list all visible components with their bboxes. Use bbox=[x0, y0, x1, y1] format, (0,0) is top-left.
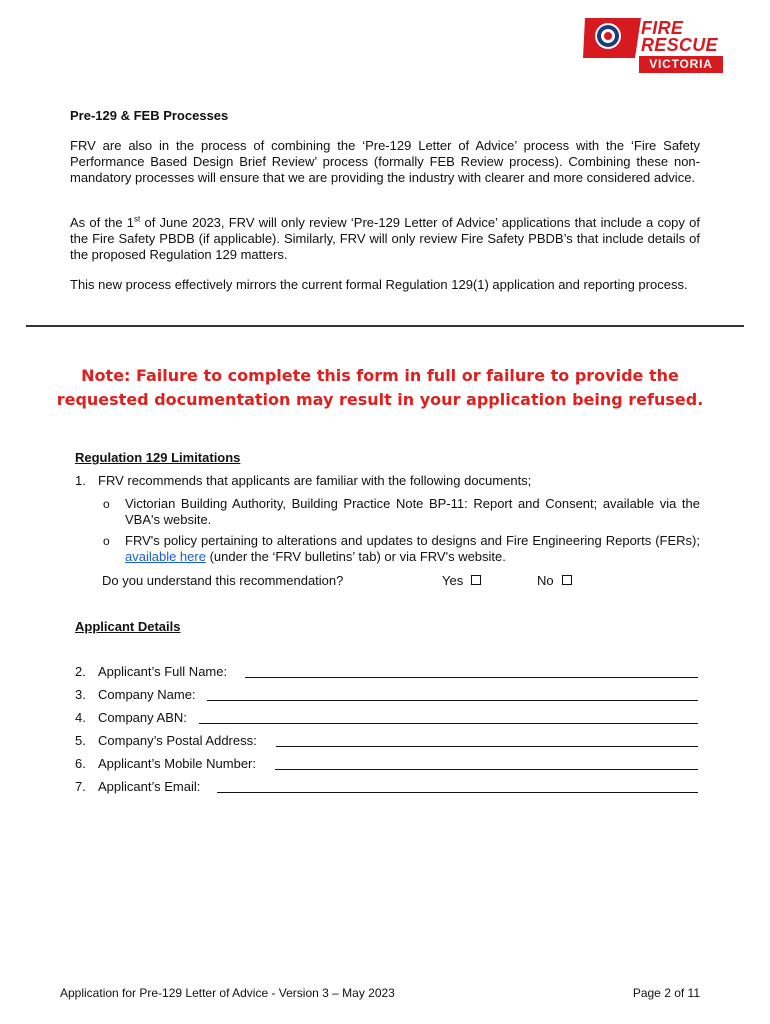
full-name-input-line[interactable] bbox=[245, 677, 698, 678]
paragraph-june-2023-start: As of the 1 bbox=[70, 215, 135, 230]
field-label: Company ABN: bbox=[98, 710, 187, 725]
applicant-mobile-field[interactable] bbox=[75, 756, 700, 772]
warning-note-line2: requested documentation may result in your application being refused. bbox=[56, 390, 704, 409]
field-number: 6. bbox=[75, 756, 86, 771]
field-label: Applicant’s Email: bbox=[98, 779, 201, 794]
field-number: 7. bbox=[75, 779, 86, 794]
list-number-1: 1. bbox=[75, 473, 86, 488]
bullet-marker: o bbox=[103, 497, 110, 511]
logo-text-fire: FIRE bbox=[641, 18, 684, 38]
mobile-number-input-line[interactable] bbox=[275, 769, 698, 770]
understand-question: Do you understand this recommendation? bbox=[102, 573, 344, 588]
company-abn-input-line[interactable] bbox=[199, 723, 698, 724]
yes-option[interactable] bbox=[442, 573, 481, 588]
horizontal-divider bbox=[26, 325, 744, 327]
bullet-item-frv-policy-start: FRV's policy pertaining to alterations and updates to designs and Fire Engineering Reports (FERs); bbox=[125, 533, 700, 548]
no-label: No bbox=[537, 573, 554, 588]
paragraph-june-2023 bbox=[70, 215, 700, 263]
frv-logo bbox=[583, 14, 725, 76]
section-heading-applicant: Applicant Details bbox=[75, 619, 181, 634]
field-number: 5. bbox=[75, 733, 86, 748]
no-option[interactable] bbox=[537, 573, 572, 588]
logo-text-victoria: VICTORIA bbox=[639, 56, 723, 73]
no-checkbox[interactable] bbox=[562, 575, 572, 585]
postal-address-input-line[interactable] bbox=[276, 746, 698, 747]
section-heading-pre129: Pre-129 & FEB Processes bbox=[70, 108, 229, 123]
warning-note-line1: Note: Failure to complete this form in full or failure to provide the bbox=[81, 366, 679, 385]
available-here-link[interactable]: available here bbox=[125, 549, 206, 564]
footer-page-number: Page 2 of 11 bbox=[632, 986, 700, 1000]
frv-emblem-icon bbox=[583, 14, 643, 60]
field-label: Company Name: bbox=[98, 687, 196, 702]
company-name-field[interactable] bbox=[75, 687, 700, 703]
superscript-st: st bbox=[134, 214, 141, 224]
field-number: 2. bbox=[75, 664, 86, 679]
footer-document-title: Application for Pre-129 Letter of Advice - Version 3 – May 2023 bbox=[60, 986, 395, 1000]
company-name-input-line[interactable] bbox=[207, 700, 698, 701]
bullet-item-vba: Victorian Building Authority, Building Practice Note BP-11: Report and Consent; available via the VBA's website. bbox=[125, 496, 700, 527]
applicant-email-field[interactable] bbox=[75, 779, 700, 795]
company-postal-address-field[interactable] bbox=[75, 733, 700, 749]
field-label: Company’s Postal Address: bbox=[98, 733, 257, 748]
company-abn-field[interactable] bbox=[75, 710, 700, 726]
field-label: Applicant’s Mobile Number: bbox=[98, 756, 256, 771]
list-item-recommendation: FRV recommends that applicants are familiar with the following documents; bbox=[98, 473, 532, 488]
bullet-marker: o bbox=[103, 534, 110, 548]
field-label: Applicant’s Full Name: bbox=[98, 664, 228, 679]
field-number: 3. bbox=[75, 687, 86, 702]
paragraph-june-2023-rest: of June 2023, FRV will only review ‘Pre-129 Letter of Advice’ applications that include a copy of the Fire Safety PBDB (if applicable). Similarly, FRV will only review Fire Safety PBDB’s that include details of the proposed Regulation 129 matters. bbox=[70, 215, 700, 262]
field-number: 4. bbox=[75, 710, 86, 725]
logo-text-rescue: RESCUE bbox=[641, 35, 718, 55]
yes-checkbox[interactable] bbox=[471, 575, 481, 585]
email-input-line[interactable] bbox=[217, 792, 698, 793]
bullet-item-frv-policy bbox=[125, 533, 700, 565]
applicant-full-name-field[interactable] bbox=[75, 664, 700, 680]
paragraph-combining: FRV are also in the process of combining the ‘Pre-129 Letter of Advice’ process with the ‘Fire Safety Performance Based Design Brief Review’ process (formally FEB Review process). Combining these non-mandatory processes will ensure that we are providing the industry with clearer and more considered advice. bbox=[70, 138, 700, 185]
section-heading-limitations: Regulation 129 Limitations bbox=[75, 450, 241, 465]
warning-note bbox=[50, 364, 710, 412]
yes-label: Yes bbox=[442, 573, 464, 588]
bullet-item-frv-policy-end: (under the ‘FRV bulletins’ tab) or via FRV's website. bbox=[205, 549, 506, 564]
paragraph-new-process: This new process effectively mirrors the current formal Regulation 129(1) application and reporting process. bbox=[70, 277, 688, 292]
